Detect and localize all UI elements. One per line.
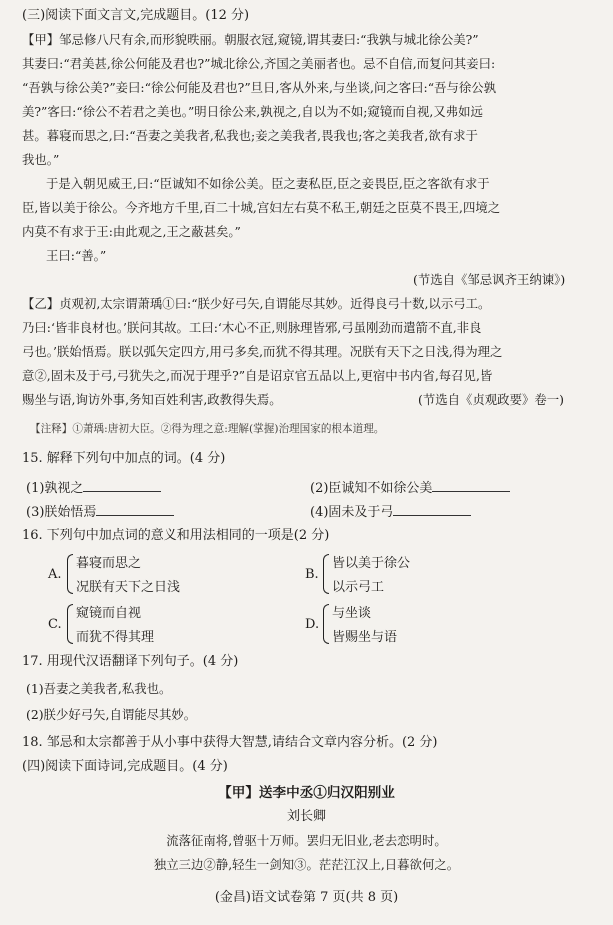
- yi-line-4: 意②,固未及于弓,弓犹失之,而况于理乎?”自是诏京官五品以上,更宿中书内省,每召见,皆: [22, 368, 493, 383]
- jia-line-10: 王曰:“善。”: [46, 248, 107, 263]
- q17-item-1: (1)吾妻之美我者,私我也。: [26, 681, 172, 696]
- q16-option-d-brace: [323, 604, 329, 644]
- q16-option-d-line-2: 皆赐坐与语: [332, 630, 398, 645]
- yi-line-3: 弓也。’朕始悟焉。朕以弧矢定四方,用弓多矣,而犹不得其理。况朕有天下之日浅,得为理之: [22, 344, 503, 359]
- q16-option-b-label[interactable]: B.: [305, 567, 319, 582]
- answer-blank[interactable]: [393, 503, 471, 516]
- jia-line-7: 于是入朝见威王,曰:“臣诚知不如徐公美。臣之妻私臣,臣之妾畏臣,臣之客欲有求于: [46, 176, 490, 191]
- q15-item-4-text: (4)固未及于弓: [310, 505, 394, 520]
- q15-stem: 15. 解释下列句中加点的词。(4 分): [22, 451, 226, 466]
- q17-stem: 17. 用现代汉语翻译下列句子。(4 分): [22, 654, 239, 669]
- answer-blank[interactable]: [96, 503, 174, 516]
- jia-source: (节选自《邹忌讽齐王纳谏》): [413, 272, 566, 287]
- q16-stem: 16. 下列句中加点词的意义和用法相同的一项是(2 分): [22, 528, 330, 543]
- yi-source: (节选自《贞观政要》卷一): [418, 392, 564, 407]
- q16-option-d-line-1: 与坐谈: [332, 606, 372, 621]
- jia-line-6: 我也。”: [22, 152, 60, 167]
- poem-line-2: 独立三边②静,轻生一剑知③。茫茫江汉上,日暮欲何之。: [153, 857, 460, 872]
- section4-heading: (四)阅读下面诗词,完成题目。(4 分): [22, 759, 228, 774]
- jia-line-2: 其妻曰:“君美甚,徐公何能及君也?”城北徐公,齐国之美丽者也。忌不自信,而复问其妾曰:: [22, 56, 496, 71]
- q16-option-c-label[interactable]: C.: [48, 617, 62, 632]
- yi-line-5: 赐坐与语,询访外事,务知百姓利害,政教得失焉。: [22, 392, 282, 407]
- q16-option-a-line-2: 况朕有天下之日浅: [76, 580, 181, 595]
- q15-item-3: [26, 503, 174, 521]
- q18-stem: 18. 邹忌和太宗都善于从小事中获得大智慧,请结合文章内容分析。(2 分): [22, 735, 438, 750]
- section3-heading: (三)阅读下面文言文,完成题目。(12 分): [22, 8, 250, 23]
- q16-option-c-line-2: 而犹不得其理: [76, 630, 155, 645]
- annotation-note: 【注释】①萧瑀:唐初大臣。②得为理之意:理解(掌握)治理国家的根本道理。: [30, 423, 385, 435]
- poem-author: 刘长卿: [286, 809, 326, 824]
- yi-line-2: 乃曰:‘皆非良材也。’朕问其故。工曰:‘木心不正,则脉理皆邪,弓虽刚劲而遣箭不直,非良: [22, 320, 482, 335]
- q16-option-b-line-1: 皆以美于徐公: [332, 556, 411, 571]
- q16-option-b-line-2: 以示弓工: [332, 580, 385, 595]
- jia-line-5: 甚。暮寝而思之,曰:“吾妻之美我者,私我也;妾之美我者,畏我也;客之美我者,欲有求于: [22, 128, 478, 143]
- q16-option-d-label[interactable]: D.: [305, 617, 320, 632]
- poem-title: 【甲】送李中丞①归汉阳别业: [218, 785, 395, 801]
- jia-line-3: “吾孰与徐公美?”妾曰:“徐公何能及君也?”旦日,客从外来,与坐谈,问之客曰:“吾与徐公孰: [22, 80, 497, 95]
- q16-option-c-brace: [67, 604, 73, 644]
- poem-line-1: 流落征南将,曾驱十万师。罢归无旧业,老去恋明时。: [166, 833, 447, 848]
- jia-line-4: 美?”客曰:“徐公不若君之美也。”明日徐公来,孰视之,自以为不如;窥镜而自视,又弗如远: [22, 104, 483, 119]
- q16-option-c-line-1: 窥镜而自视: [76, 606, 142, 621]
- q17-item-2: (2)朕少好弓矢,自谓能尽其妙。: [26, 707, 197, 722]
- q15-item-3-text: (3)朕始悟焉: [26, 505, 97, 520]
- q15-item-4: [310, 503, 471, 521]
- page-footer: (金昌)语文试卷第 7 页(共 8 页): [214, 890, 399, 905]
- q15-item-2-text: (2)臣诚知不如徐公美: [310, 481, 433, 496]
- q15-item-1-text: (1)孰视之: [26, 481, 84, 496]
- jia-line-1: 【甲】邹忌修八尺有余,而形貌昳丽。朝服衣冠,窥镜,谓其妻曰:“我孰与城北徐公美?”: [22, 32, 479, 47]
- q15-item-2: [310, 479, 510, 497]
- q16-option-b-brace: [323, 554, 329, 594]
- answer-blank[interactable]: [432, 479, 510, 492]
- q16-option-a-label[interactable]: A.: [48, 567, 62, 582]
- q15-item-1: [26, 479, 161, 497]
- q16-option-a-brace: [67, 554, 73, 594]
- yi-line-1: 【乙】贞观初,太宗谓萧瑀①曰:“朕少好弓矢,自谓能尽其妙。近得良弓十数,以示弓工。: [22, 296, 491, 311]
- q16-option-a-line-1: 暮寝而思之: [76, 556, 142, 571]
- jia-line-9: 内莫不有求于王:由此观之,王之蔽甚矣。”: [22, 224, 241, 239]
- answer-blank[interactable]: [83, 479, 161, 492]
- jia-line-8: 臣,皆以美于徐公。今齐地方千里,百二十城,宫妇左右莫不私王,朝廷之臣莫不畏王,四境之: [22, 200, 501, 215]
